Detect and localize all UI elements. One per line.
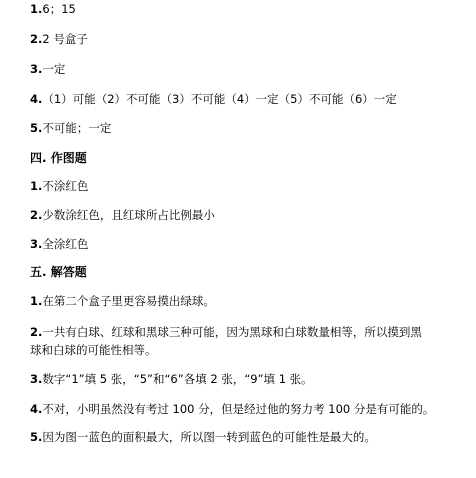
section-5-item-1: 1.在第二个盒子里更容易摸出绿球。 [30, 294, 215, 308]
answer-3-1: 1.6；15 [30, 2, 76, 16]
section-5-item-3: 3.数字“1”填 5 张，“5”和“6”各填 2 张，“9”填 1 张。 [30, 372, 313, 386]
answer-3-4: 4.（1）可能（2）不可能（3）不可能（4）一定（5）不可能（6）一定 [30, 92, 397, 106]
answer-3-2: 2.2 号盒子 [30, 32, 88, 46]
section-4-heading: 四. 作图题 [30, 151, 87, 165]
section-4-item-1: 1.不涂红色 [30, 179, 89, 193]
section-5-item-2: 2.一共有白球、红球和黑球三种可能，因为黑球和白球数量相等，所以摸到黑 [30, 325, 422, 339]
section-4-item-2: 2.少数涂红色，且红球所占比例最小 [30, 208, 215, 222]
answer-3-5: 5.不可能；一定 [30, 121, 112, 135]
section-5-item-4: 4.不对，小明虽然没有考过 100 分，但是经过他的努力考 100 分是有可能的。 [30, 402, 435, 416]
section-4-item-3: 3.全涂红色 [30, 237, 89, 251]
section-5-item-2-cont: 球和白球的可能性相等。 [30, 343, 157, 357]
section-5-item-5: 5.因为图一蓝色的面积最大，所以图一转到蓝色的可能性是最大的。 [30, 430, 376, 444]
answer-3-3: 3.一定 [30, 62, 66, 76]
section-5-heading: 五. 解答题 [30, 265, 87, 279]
